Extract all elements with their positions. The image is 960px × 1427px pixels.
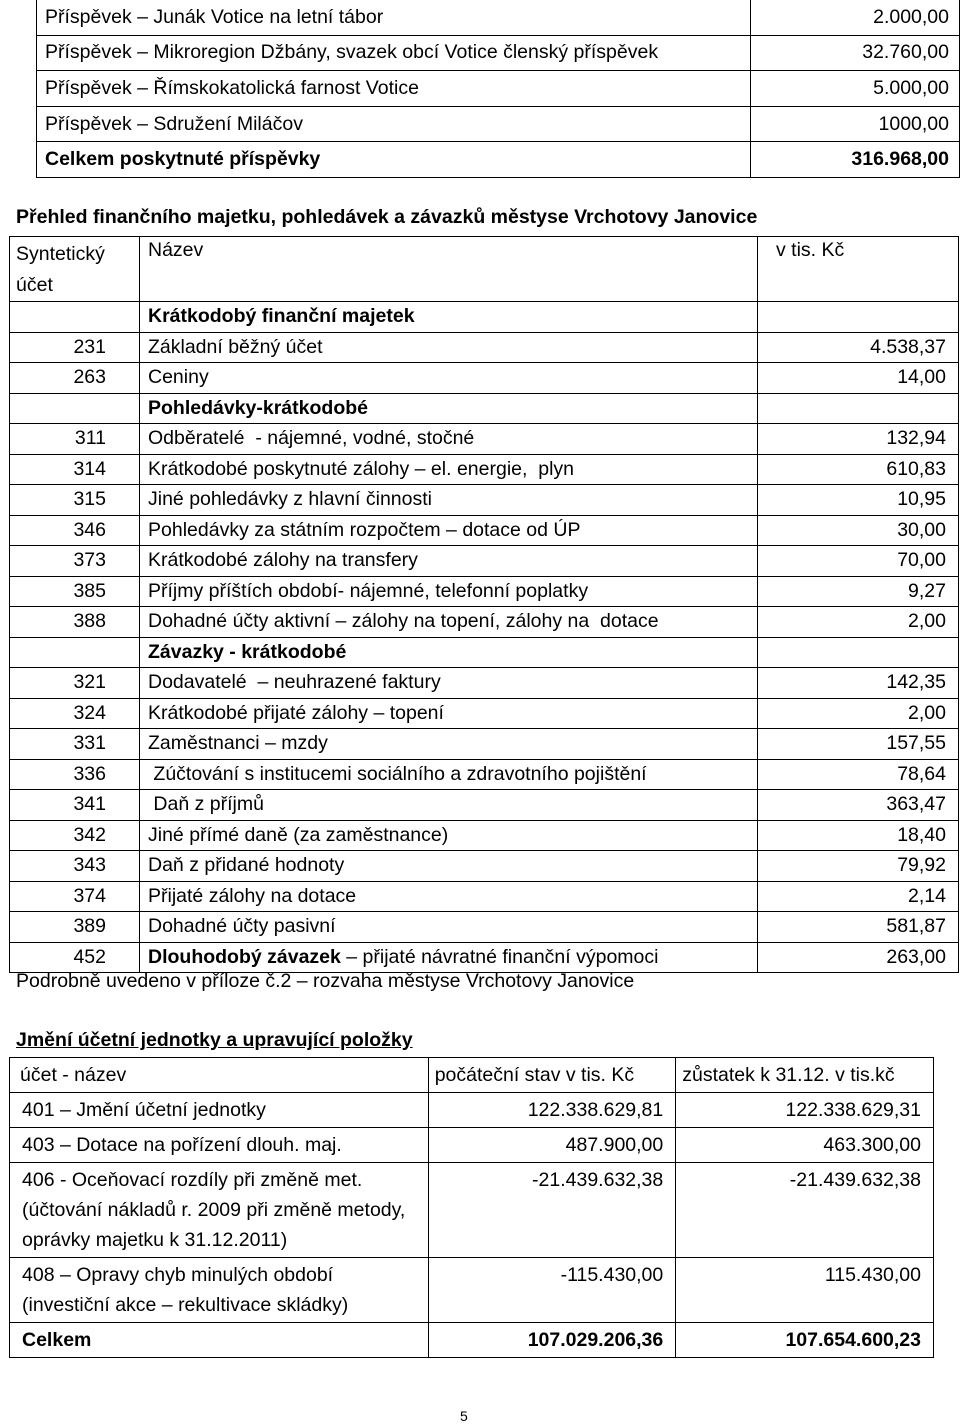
account-amount: 157,55: [758, 729, 959, 760]
equity-start-value: 122.338.629,81: [428, 1093, 676, 1128]
account-name-bold: Dlouhodobý závazek: [148, 945, 341, 968]
account-amount: 2,00: [758, 607, 959, 638]
account-row: [10, 546, 959, 577]
section-title: Závazky - krátkodobé: [140, 637, 758, 668]
equity-account-name: 401 – Jmění účetní jednotky: [10, 1093, 429, 1128]
account-name: Pohledávky za státním rozpočtem – dotace od ÚP: [140, 515, 758, 546]
equity-end-value: 463.300,00: [676, 1128, 934, 1163]
account-name: Daň z přidané hodnoty: [140, 851, 758, 882]
account-code: 346: [10, 515, 140, 546]
account-amount: 263,00: [758, 942, 959, 973]
equity-end-value: -21.439.632,38: [676, 1163, 934, 1258]
section-row: [10, 302, 959, 333]
account-amount: 14,00: [758, 363, 959, 394]
account-row: [10, 851, 959, 882]
account-code: [10, 637, 140, 668]
account-code: 311: [10, 424, 140, 455]
account-amount: 18,40: [758, 820, 959, 851]
account-name: Dodavatelé – neuhrazené faktury: [140, 668, 758, 699]
appendix-note: Podrobně uvedeno v příloze č.2 – rozvaha městyse Vrchotovy Janovice: [16, 970, 635, 992]
overview-header-row: [10, 237, 959, 302]
account-row: [10, 729, 959, 760]
equity-row: [10, 1128, 934, 1163]
col-account-header: Syntetický účet: [10, 237, 140, 302]
account-name-rest: – přijaté návratné finanční výpomoci: [340, 945, 659, 968]
account-amount: 2,14: [758, 881, 959, 912]
account-amount: 79,92: [758, 851, 959, 882]
account-name: Krátkodobé poskytnuté zálohy – el. energie, plyn: [140, 454, 758, 485]
account-code: 263: [10, 363, 140, 394]
section-row: [10, 393, 959, 424]
contribution-label: Celkem poskytnuté příspěvky: [37, 142, 751, 178]
account-name: Zaměstnanci – mzdy: [140, 729, 758, 760]
equity-end-value: 115.430,00: [676, 1258, 934, 1323]
account-row: [10, 881, 959, 912]
equity-account-name: 408 – Opravy chyb minulých období (investiční akce – rekultivace skládky): [10, 1258, 429, 1323]
account-name: Základní běžný účet: [140, 332, 758, 363]
account-code: 452: [10, 942, 140, 973]
account-row: [10, 790, 959, 821]
contribution-label: Příspěvek – Sdružení Miláčov: [37, 106, 751, 142]
col-end-header: zůstatek k 31.12. v tis.kč: [676, 1058, 934, 1093]
section-title: Krátkodobý finanční majetek: [140, 302, 758, 333]
account-row: [10, 607, 959, 638]
contribution-row: [37, 106, 960, 142]
account-amount: 4.538,37: [758, 332, 959, 363]
account-code: 373: [10, 546, 140, 577]
account-code: [10, 393, 140, 424]
equity-total-start: 107.029.206,36: [428, 1323, 676, 1358]
account-row: [10, 942, 959, 973]
account-row: [10, 912, 959, 943]
account-code: [10, 302, 140, 333]
account-name: Krátkodobé přijaté zálohy – topení: [140, 698, 758, 729]
account-name: Krátkodobé zálohy na transfery: [140, 546, 758, 577]
account-row: [10, 454, 959, 485]
account-code: 336: [10, 759, 140, 790]
equity-start-value: 487.900,00: [428, 1128, 676, 1163]
equity-total-row: [10, 1323, 934, 1358]
col-amount-header: v tis. Kč: [758, 237, 959, 302]
contribution-row: [37, 71, 960, 107]
account-code: 314: [10, 454, 140, 485]
equity-account-name: 406 - Oceňovací rozdíly při změně met. (účtování nákladů r. 2009 při změně metody, oprávky majetku k 31.12.2011): [10, 1163, 429, 1258]
account-code: 321: [10, 668, 140, 699]
account-name: Ceniny: [140, 363, 758, 394]
account-row: [10, 485, 959, 516]
equity-row: [10, 1258, 934, 1323]
equity-total-label: Celkem: [10, 1323, 429, 1358]
account-name: Dohadné účty aktivní – zálohy na topení, zálohy na dotace: [140, 607, 758, 638]
account-code: 342: [10, 820, 140, 851]
account-amount: [758, 302, 959, 333]
account-row: [10, 698, 959, 729]
account-amount: 9,27: [758, 576, 959, 607]
account-amount: 132,94: [758, 424, 959, 455]
col-start-header: počáteční stav v tis. Kč: [428, 1058, 676, 1093]
account-row: [10, 332, 959, 363]
equity-header-row: [10, 1058, 934, 1093]
account-amount: 142,35: [758, 668, 959, 699]
account-name: [140, 942, 758, 973]
section-row: [10, 637, 959, 668]
account-row: [10, 820, 959, 851]
equity-title: Jmění účetní jednotky a upravující položky: [16, 1029, 413, 1051]
equity-table: [9, 1057, 934, 1358]
account-amount: 2,00: [758, 698, 959, 729]
account-amount: 10,95: [758, 485, 959, 516]
account-amount: 610,83: [758, 454, 959, 485]
equity-end-value: 122.338.629,31: [676, 1093, 934, 1128]
account-code: 341: [10, 790, 140, 821]
account-row: [10, 759, 959, 790]
contribution-amount: 1000,00: [751, 106, 960, 142]
contribution-label: Příspěvek – Římskokatolická farnost Votice: [37, 71, 751, 107]
account-row: [10, 363, 959, 394]
contribution-label: Příspěvek – Mikroregion Džbány, svazek obcí Votice členský příspěvek: [37, 35, 751, 71]
contribution-amount: 32.760,00: [751, 35, 960, 71]
contribution-row: [37, 0, 960, 35]
account-name: Přijaté zálohy na dotace: [140, 881, 758, 912]
account-name: Jiné pohledávky z hlavní činnosti: [140, 485, 758, 516]
account-code: 315: [10, 485, 140, 516]
contribution-amount: 5.000,00: [751, 71, 960, 107]
overview-title: Přehled finančního majetku, pohledávek a závazků městyse Vrchotovy Janovice: [16, 206, 758, 228]
account-row: [10, 515, 959, 546]
account-name: Zúčtování s institucemi sociálního a zdravotního pojištění: [140, 759, 758, 790]
account-amount: 581,87: [758, 912, 959, 943]
account-code: 388: [10, 607, 140, 638]
col-account-name-header: účet - název: [10, 1058, 429, 1093]
account-amount: 70,00: [758, 546, 959, 577]
account-row: [10, 424, 959, 455]
overview-table: [9, 236, 959, 973]
section-title: Pohledávky-krátkodobé: [140, 393, 758, 424]
account-name: Daň z příjmů: [140, 790, 758, 821]
account-code: 374: [10, 881, 140, 912]
account-code: 324: [10, 698, 140, 729]
equity-total-end: 107.654.600,23: [676, 1323, 934, 1358]
account-name: Jiné přímé daně (za zaměstnance): [140, 820, 758, 851]
account-code: 343: [10, 851, 140, 882]
account-name: Příjmy příštích období- nájemné, telefonní poplatky: [140, 576, 758, 607]
equity-start-value: -115.430,00: [428, 1258, 676, 1323]
account-code: 385: [10, 576, 140, 607]
account-name: Dohadné účty pasivní: [140, 912, 758, 943]
account-name: Odběratelé - nájemné, vodné, stočné: [140, 424, 758, 455]
contribution-row: [37, 142, 960, 178]
contribution-row: [37, 35, 960, 71]
account-row: [10, 576, 959, 607]
contributions-table: [36, 0, 960, 178]
equity-row: [10, 1093, 934, 1128]
account-amount: 78,64: [758, 759, 959, 790]
contribution-amount: 2.000,00: [751, 0, 960, 35]
account-amount: [758, 393, 959, 424]
account-amount: 363,47: [758, 790, 959, 821]
account-amount: [758, 637, 959, 668]
equity-start-value: -21.439.632,38: [428, 1163, 676, 1258]
contribution-label: Příspěvek – Junák Votice na letní tábor: [37, 0, 751, 35]
account-code: 389: [10, 912, 140, 943]
account-amount: 30,00: [758, 515, 959, 546]
page-number: 5: [460, 1408, 468, 1424]
equity-account-name: 403 – Dotace na pořízení dlouh. maj.: [10, 1128, 429, 1163]
account-row: [10, 668, 959, 699]
account-code: 231: [10, 332, 140, 363]
contribution-amount: 316.968,00: [751, 142, 960, 178]
col-name-header: Název: [140, 237, 758, 302]
equity-row: [10, 1163, 934, 1258]
account-code: 331: [10, 729, 140, 760]
